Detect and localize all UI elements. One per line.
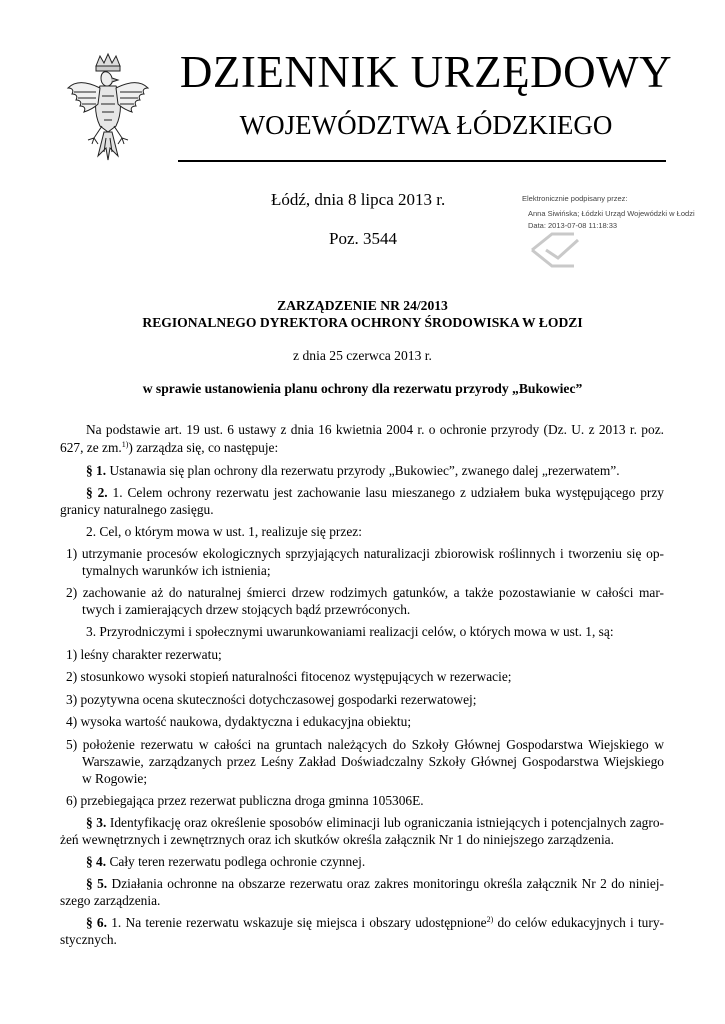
publication-date: Łódź, dnia 8 lipca 2013 r.	[271, 190, 446, 209]
section-2-item-2: 2) zachowanie aż do naturalnej śmierci drzew rodzimych gatunków, a także pozostawianie w całości mar-	[66, 585, 664, 600]
signature-line-3: Data: 2013-07-08 11:18:33	[528, 221, 618, 230]
condition-item-6: 6) przebiegająca przez rezerwat publiczna droga gminna 105306E.	[66, 793, 424, 808]
section-2-item-2-cont: twych i zamierających drzew stojących bądź przewróconych.	[82, 602, 411, 617]
act-heading: ZARZĄDZENIE NR 24/2013	[277, 298, 448, 313]
condition-item-3: 3) pozytywna ocena skuteczności dotychczasowej gospodarki rezerwatowej;	[66, 692, 477, 707]
signature-line-1: Elektronicznie podpisany przez:	[522, 194, 628, 203]
footnote-ref-2: 2)	[486, 915, 494, 924]
section-2-line-1: § 2. 1. Celem ochrony rezerwatu jest zachowanie lasu mieszanego z udziałem buka występującego przy	[86, 485, 664, 500]
signature-check-icon	[528, 228, 592, 272]
gazette-subtitle: WOJEWÓDZTWA ŁÓDZKIEGO	[239, 110, 613, 140]
condition-item-5-cont-1: Warszawie, zarządzanych przez Leśny Zakład Doświadczalny Szkoły Głównej Gospodarstwa Wiejskiego	[82, 754, 664, 769]
section-6-line-1: § 6. 1. Na terenie rezerwatu wskazuje się miejsca i obszary udostępnione$^{2)}$ do celów edukacyjnych i tury-	[86, 915, 664, 930]
section-5-mark: § 5.	[86, 876, 108, 891]
section-4-mark: § 4.	[86, 854, 107, 869]
condition-item-2: 2) stosunkowo wysoki stopień naturalności fitocenoz występujących w rezerwacie;	[66, 669, 512, 684]
condition-item-5: 5) położenie rezerwatu w całości na gruntach należących do Szkoły Głównej Gospodarstwa Wiejskiego w	[66, 737, 664, 752]
section-2-item-1: 1) utrzymanie procesów ekologicznych sprzyjających naturalizacji zbiorowisk roślinnych i tworzeniu się op-	[66, 546, 664, 561]
section-4: § 4. Cały teren rezerwatu podlega ochronie czynnej.	[86, 854, 366, 869]
section-2-item-1-cont: tymalnych warunków ich istnienia;	[82, 563, 271, 578]
section-3-line-1: § 3. Identyfikację oraz określenie sposobów eliminacji lub ograniczania istniejących i potencjalnych zagro-	[86, 815, 664, 830]
section-6-mark: § 6.	[86, 915, 107, 930]
section-5-line-2: szego zarządzenia.	[60, 893, 161, 908]
section-2-para-2: 2. Cel, o którym mowa w ust. 1, realizuje się przez:	[86, 524, 362, 539]
section-1: § 1. Ustanawia się plan ochrony dla rezerwatu przyrody „Bukowiec”, zwanego dalej „rezerwatem”.	[86, 463, 620, 478]
act-issuer: REGIONALNEGO DYREKTORA OCHRONY ŚRODOWISKA W ŁODZI	[142, 315, 583, 330]
act-subject: w sprawie ustanowienia planu ochrony dla rezerwatu przyrody „Bukowiec”	[142, 381, 583, 396]
section-3-line-2: żeń wewnętrznych i zewnętrznych oraz ich skutków określa załącznik Nr 1 do niniejszego zarządzenia.	[60, 832, 614, 847]
preamble-line-1: Na podstawie art. 19 ust. 6 ustawy z dnia 16 kwietnia 2004 r. o ochronie przyrody (Dz. U. z 2013 r. poz.	[86, 422, 664, 437]
condition-item-5-cont-2: w Rogowie;	[82, 771, 148, 786]
section-2-para-3: 3. Przyrodniczymi i społecznymi uwarunkowaniami realizacji celów, o których mowa w ust. 1, są:	[86, 624, 614, 639]
act-date: z dnia 25 czerwca 2013 r.	[293, 348, 432, 363]
preamble-line-2: 627, ze zm.$^{1)}$) zarządza się, co następuje:	[60, 440, 279, 455]
section-2-mark: § 2.	[86, 485, 108, 500]
gazette-title: DZIENNIK URZĘDOWY	[179, 47, 673, 97]
position-number: Poz. 3544	[329, 229, 397, 248]
condition-item-4: 4) wysoka wartość naukowa, dydaktyczna i edukacyjna obiektu;	[66, 714, 412, 729]
section-6-line-2: stycznych.	[60, 932, 117, 947]
signature-line-2: Anna Siwińska; Łódzki Urząd Wojewódzki w Łodzi	[528, 209, 695, 218]
footnote-ref-1: 1)	[121, 440, 129, 449]
section-5-line-1: § 5. Działania ochronne na obszarze rezerwatu oraz zakres monitoringu określa załącznik Nr 2 do niniej-	[86, 876, 664, 891]
section-3-mark: § 3.	[86, 815, 107, 830]
header-divider	[178, 160, 666, 162]
crowned-eagle-emblem-icon	[62, 52, 154, 168]
section-1-mark: § 1.	[86, 463, 107, 478]
electronic-signature	[522, 192, 695, 272]
section-2-line-2: granicy naturalnego zasięgu.	[60, 502, 214, 517]
condition-item-1: 1) leśny charakter rezerwatu;	[66, 647, 222, 662]
